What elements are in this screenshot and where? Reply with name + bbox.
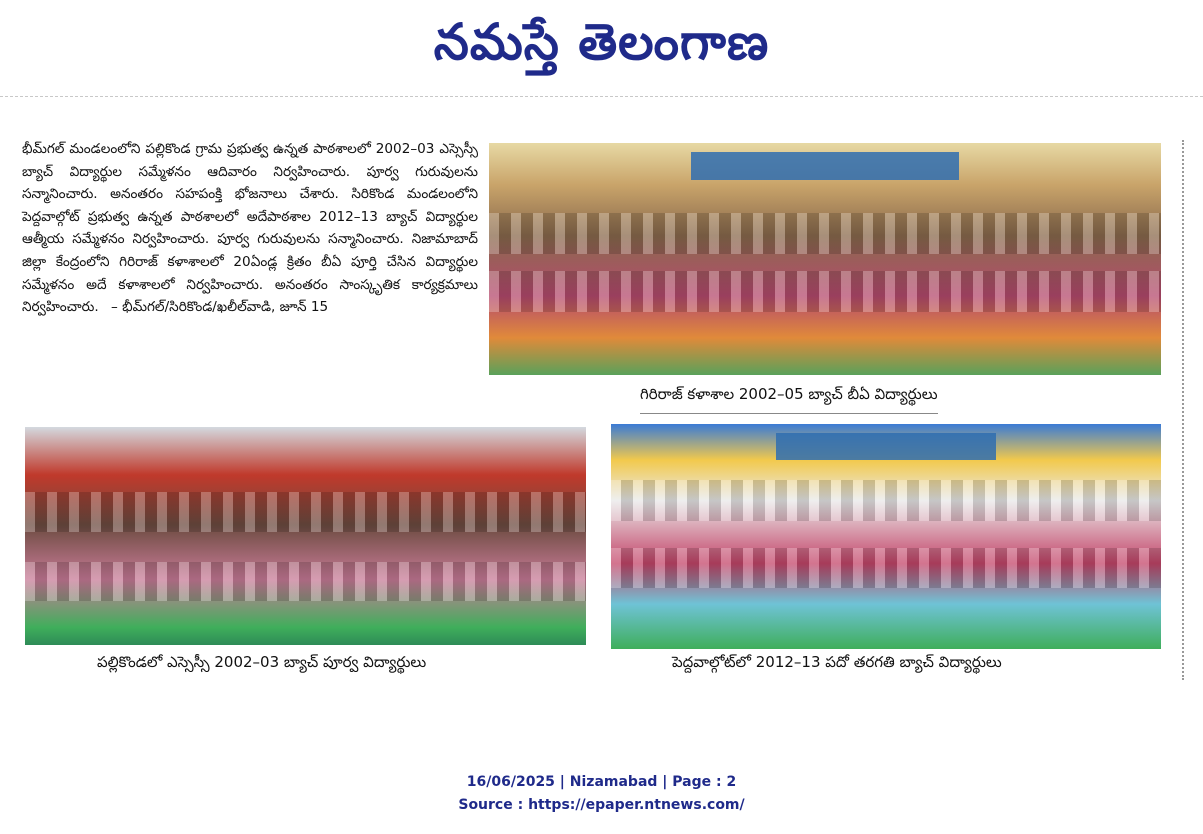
- photo-caption: పల్లికొండలో ఎస్సెస్సీ 2002–03 బ్యాచ్ పూర్వ విద్యార్థులు: [97, 653, 427, 671]
- page-footer: [0, 771, 1203, 817]
- stage-banner: [776, 433, 996, 460]
- news-story: [22, 138, 478, 413]
- photo-pallikonda-alumni: [25, 427, 586, 645]
- standing-row: [489, 213, 1161, 255]
- stage-banner: [691, 152, 960, 180]
- story-body: భీమ్‌గల్ మండలంలోని పల్లికొండ గ్రామ ప్రభుత్వ ఉన్నత పాఠశాలలో 2002–03 ఎస్సెస్సీ బ్యాచ్ విద్యార్థుల సమ్మేళనం ఆదివారం నిర్వహించారు. పూర్వ గురువులను సన్మానించారు. అనంతరం సహపంక్తి భోజనాలు చేశారు. సిరికొండ మండలంలోని పెద్దవాల్గోట్ ప్రభుత్వ ఉన్నత పాఠశాలలో అదేపాఠశాల 2012–13 బ్యాచ్ విద్యార్థుల ఆత్మీయ సమ్మేళనం నిర్వహించారు. పూర్వ గురువులను సన్మానించారు. నిజామాబాద్ జిల్లా కేంద్రంలోని గిరిరాజ్ కళాశాలలో 20ఏండ్ల క్రితం బీఏ పూర్తి చేసిన విద్యార్థుల సమ్మేళనం అదే కళాశాలలో నిర్వహించారు. అనంతరం సాంస్కృతిక కార్యక్రమాలు నిర్వహించారు.: [22, 141, 478, 316]
- standing-row: [611, 480, 1161, 521]
- photo-caption: పెద్దవాల్గోట్‌లో 2012–13 పదో తరగతి బ్యాచ్ విద్యార్థులు: [672, 653, 1002, 671]
- seated-row: [489, 271, 1161, 313]
- photo-giriraj-college-alumni: [489, 143, 1161, 375]
- newspaper-masthead: నమస్తే తెలంగాణ: [433, 13, 770, 71]
- seated-row: [25, 562, 586, 601]
- seated-row: [611, 548, 1161, 589]
- source-link[interactable]: Source : https://epaper.ntnews.com/: [458, 797, 745, 813]
- standing-row: [25, 492, 586, 531]
- clipping-divider: [0, 96, 1203, 103]
- story-dateline: – భీమ్‌గల్/సిరికొండ/ఖలీల్‌వాడి, జూన్ 15: [111, 299, 329, 316]
- photo-caption: గిరిరాజ్ కళాశాల 2002–05 బ్యాచ్ బీఏ విద్యార్థులు: [640, 385, 938, 414]
- photo-peddavalgot-alumni: [611, 424, 1161, 649]
- column-divider: [1182, 140, 1190, 680]
- edition-info: 16/06/2025 | Nizamabad | Page : 2: [466, 774, 737, 790]
